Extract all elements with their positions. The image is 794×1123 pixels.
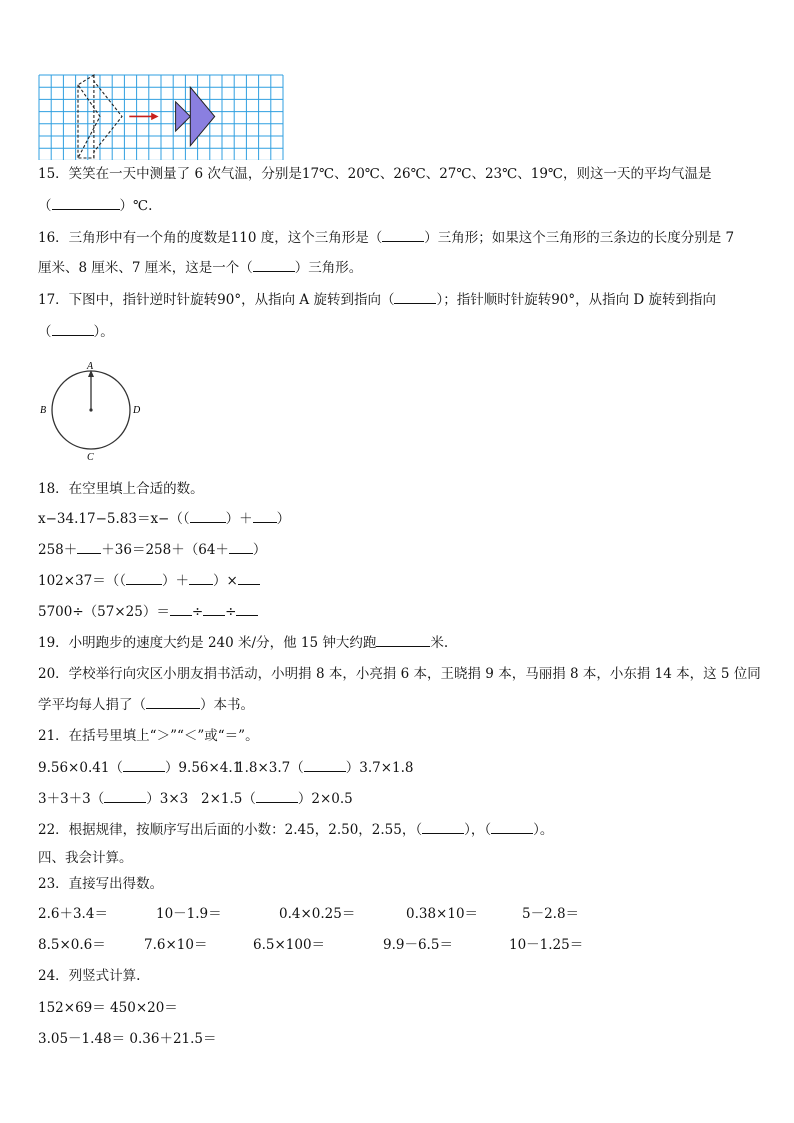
question-15-line-1: 15．笑笑在一天中测量了 6 次气温，分别是17℃、20℃、26℃、27℃、23℃、19℃，则这一天的平均气温是 — [38, 166, 712, 182]
calc-item: 0.4×0.25＝ — [279, 906, 356, 922]
calc-item: 0.38×10＝ — [406, 906, 479, 922]
answer-blank[interactable] — [491, 821, 533, 834]
question-24-row-2: 3.05－1.48＝ 0.36＋21.5＝ — [38, 1031, 217, 1047]
question-22: 22．根据规律，按顺序写出后面的小数：2.45，2.50，2.55，（ ），（ ）。 — [38, 822, 554, 838]
calc-item: 6.5×100＝ — [253, 937, 326, 953]
question-21-item-1: 9.56×0.41（ ）9.56×4.1 — [38, 760, 242, 776]
question-18-row-3: 102×37＝（（ ）＋ ）× — [38, 572, 260, 590]
answer-blank[interactable] — [104, 790, 146, 803]
section-4-heading: 四、我会计算。 — [38, 850, 133, 866]
answer-blank[interactable] — [256, 790, 298, 803]
question-16-line-1: 16．三角形中有一个角的度数是110 度，这个三角形是（ ）三角形；如果这个三角形的三条边的长度分别是 7 — [38, 230, 735, 246]
calc-item: 10－1.25＝ — [509, 937, 584, 953]
question-21-item-4: 2×1.5（ ）2×0.5 — [201, 791, 353, 807]
answer-blank[interactable] — [229, 541, 253, 554]
question-24-row-1: 152×69＝ 450×20＝ — [38, 1000, 178, 1016]
answer-blank[interactable] — [422, 821, 464, 834]
question-18-row-1: x−34.17−5.83＝x−（（ ）＋ ） — [38, 511, 291, 527]
clock-dial-figure — [36, 358, 146, 466]
translated-shape-small — [176, 102, 191, 131]
question-18-row-2: 258＋ ＋36＝258＋（64＋ ） — [38, 542, 267, 558]
answer-blank[interactable] — [376, 634, 430, 647]
calc-item: 10－1.9＝ — [156, 906, 222, 922]
answer-blank[interactable] — [304, 759, 346, 772]
label-d: D — [133, 405, 141, 416]
arrow-head-icon — [151, 113, 158, 120]
label-a: A — [87, 361, 94, 372]
translation-grid-figure — [38, 74, 286, 164]
answer-blank[interactable] — [123, 759, 165, 772]
answer-blank[interactable] — [394, 291, 436, 304]
answer-blank[interactable] — [52, 323, 94, 336]
question-20-line-2: 学平均每人捐了（ ）本书。 — [38, 697, 254, 713]
answer-blank[interactable] — [238, 572, 260, 585]
label-b: B — [40, 405, 47, 416]
question-15-line-2: （ ）℃. — [38, 198, 153, 214]
answer-blank[interactable] — [189, 572, 213, 585]
question-21-item-3: 3＋3＋3（ ）3×3 — [38, 791, 189, 807]
calc-item: 9.9－6.5＝ — [383, 937, 453, 953]
question-21-item-2: 1.8×3.7（ ）3.7×1.8 — [236, 760, 414, 776]
question-16-line-2: 厘米、8 厘米、7 厘米，这是一个（ ）三角形。 — [38, 260, 363, 276]
question-24-title: 24．列竖式计算. — [38, 968, 141, 984]
dial-center — [89, 408, 92, 411]
calc-item: 5－2.8＝ — [522, 906, 580, 922]
answer-blank[interactable] — [146, 696, 200, 709]
answer-blank[interactable] — [203, 603, 225, 616]
question-21-title: 21．在括号里填上“＞”“＜”或“＝”。 — [38, 728, 259, 744]
answer-blank[interactable] — [253, 510, 277, 523]
answer-blank[interactable] — [77, 541, 101, 554]
answer-blank[interactable] — [170, 603, 192, 616]
calc-item: 7.6×10＝ — [144, 937, 208, 953]
question-17-line-1: 17．下图中，指针逆时针旋转90°，从指向 A 旋转到指向（ ）；指针顺时针旋转90°，从指向 D 旋转到指向 — [38, 292, 717, 308]
label-c: C — [87, 452, 94, 462]
question-17-line-2: （ ）。 — [38, 324, 114, 340]
calc-item: 8.5×0.6＝ — [38, 937, 106, 953]
answer-blank[interactable] — [190, 510, 226, 523]
answer-blank[interactable] — [52, 197, 120, 210]
question-18-row-4: 5700÷（57×25）＝ ÷ ÷ — [38, 603, 258, 621]
translated-shape-large — [190, 87, 214, 146]
answer-blank[interactable] — [236, 603, 258, 616]
question-19: 19．小明跑步的速度大约是 240 米/分，他 15 钟大约跑 米. — [38, 635, 449, 651]
calc-item: 2.6＋3.4＝ — [38, 906, 108, 922]
answer-blank[interactable] — [126, 572, 162, 585]
question-23-title: 23．直接写出得数。 — [38, 876, 164, 892]
answer-blank[interactable] — [382, 229, 424, 242]
question-18-title: 18．在空里填上合适的数。 — [38, 481, 204, 497]
answer-blank[interactable] — [253, 259, 295, 272]
question-20-line-1: 20．学校举行向灾区小朋友捐书活动，小明捐 8 本，小亮捐 6 本，王晓捐 9 本，马丽捐 8 本，小东捐 14 本，这 5 位同 — [38, 666, 761, 682]
